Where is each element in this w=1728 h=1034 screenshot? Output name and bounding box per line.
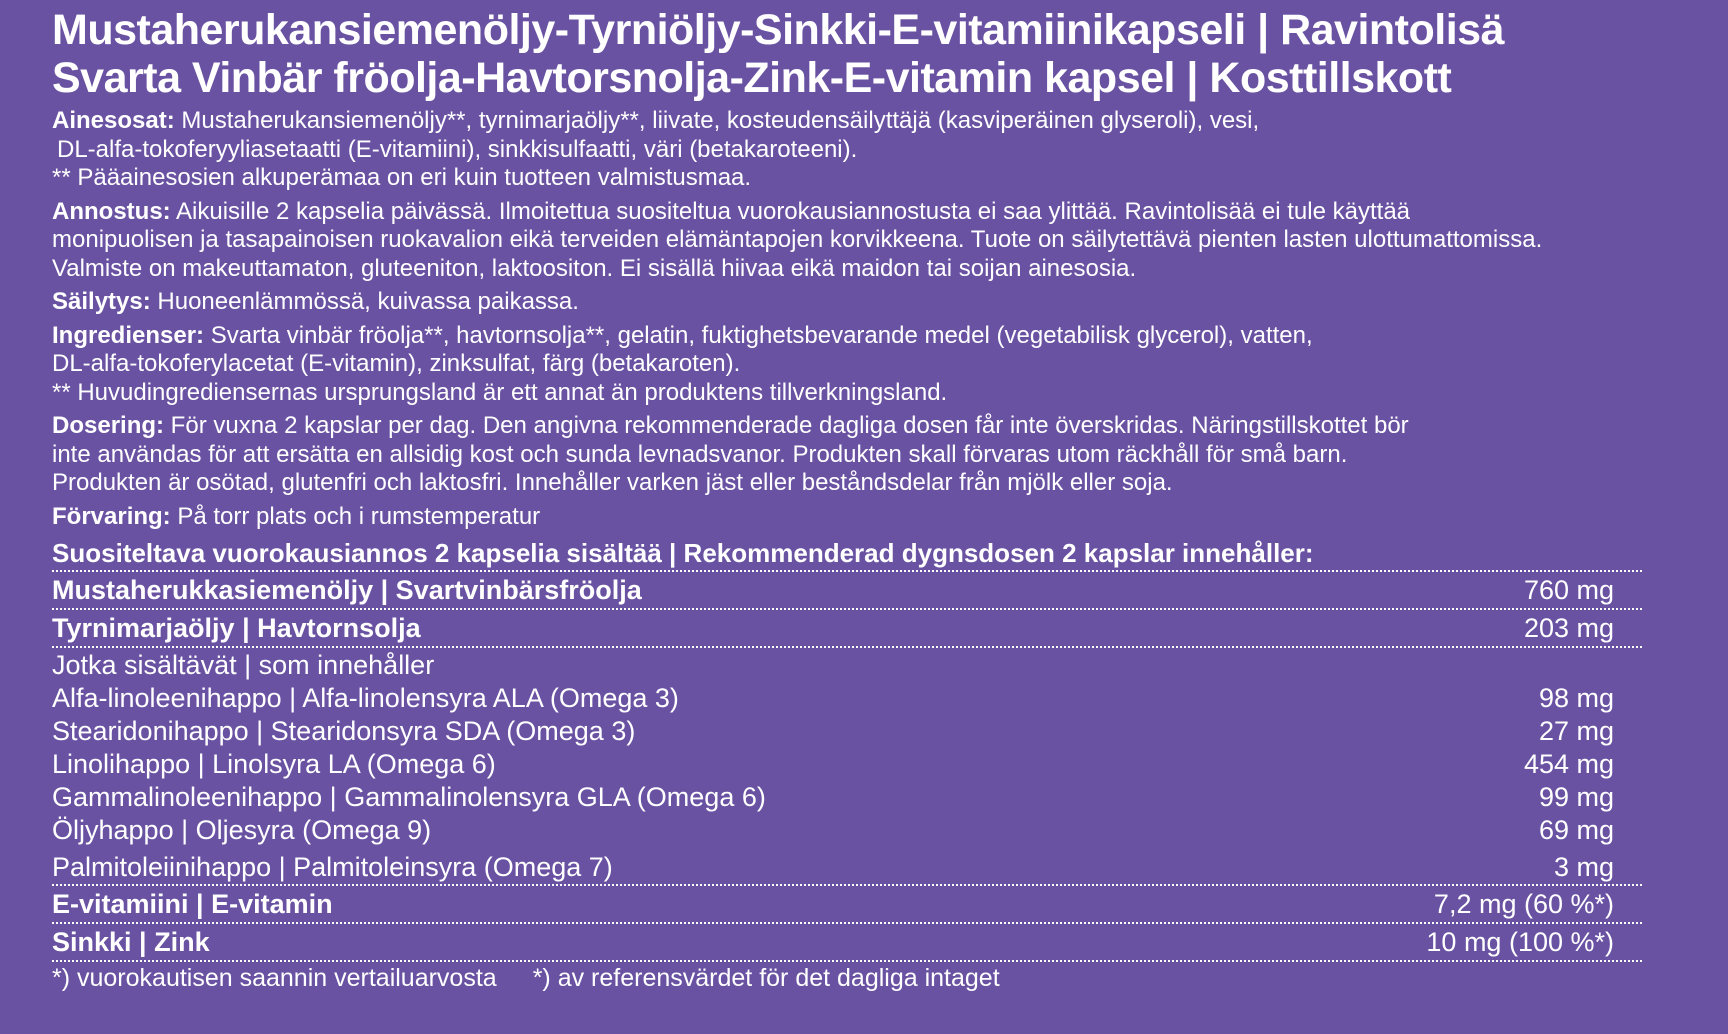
- storage-fi-text: Huoneenlämmössä, kuivassa paikassa.: [150, 288, 579, 315]
- ingredients-fi-label: Ainesosat:: [52, 107, 175, 134]
- dosage-fi-label: Annostus:: [52, 197, 171, 225]
- nutrient-amount: 203 mg: [1523, 613, 1614, 643]
- nutrient-amount: 69 mg: [1538, 815, 1614, 845]
- nutrient-name: E-vitamiini | E-vitamin: [52, 889, 333, 919]
- nutrient-name: Linolihappo | Linolsyra LA (Omega 6): [52, 749, 496, 779]
- table-row: [52, 884, 1642, 924]
- table-row: [52, 748, 1614, 781]
- nutrient-name: Stearidonihappo | Stearidonsyra SDA (Omega 3): [52, 716, 636, 746]
- ingredients-sv-text: Svarta vinbär fröolja**, havtornsolja**, gelatin, fuktighetsbevarande medel (vegetabilisk glycerol), vatten,: [204, 321, 1313, 349]
- footnote-sv: *) av referensvärdet för det dagliga intaget: [532, 964, 1000, 992]
- dosage-sv-text: Produkten är osötad, glutenfri och laktosfri. Innehåller varken jäst eller beståndsdelar från mjölk eller soja.: [52, 469, 1173, 496]
- table-row: [52, 814, 1614, 847]
- nutrient-group-label: Jotka sisältävät | som innehåller: [52, 650, 435, 680]
- nutrient-amount: 760 mg: [1523, 575, 1614, 605]
- ingredients-fi-text: Mustaherukansiemenöljy**, tyrnimarjaöljy**, liivate, kosteudensäilyttäjä (kasviperäinen glyseroli), vesi,: [174, 107, 1260, 134]
- supplement-label: [52, 6, 1672, 994]
- nutrient-amount: 98 mg: [1538, 683, 1614, 713]
- nutrient-name: Mustaherukkasiemenöljy | Svartvinbärsfröolja: [52, 575, 642, 605]
- nutrient-amount: 27 mg: [1538, 716, 1614, 746]
- nutrient-name: Palmitoleiinihappo | Palmitoleinsyra (Omega 7): [52, 852, 613, 882]
- footnote-fi: *) vuorokautisen saannin vertailuarvosta: [52, 964, 497, 992]
- nutrient-name: Sinkki | Zink: [52, 927, 210, 957]
- nutrition-table-header: Suositeltava vuorokausiannos 2 kapselia sisältää | Rekommenderad dygnsdosen 2 kapslar innehåller:: [52, 537, 1642, 572]
- nutrient-amount: 7,2 mg (60 %*): [1433, 889, 1614, 919]
- dosage-fi-text: Aikuisille 2 kapselia päivässä. Ilmoitettua suositeltua vuorokausiannostusta ei saa ylittää. Ravintolisää ei tule käyttää: [170, 197, 1411, 225]
- table-row: [52, 851, 1614, 884]
- product-title-fi: Mustaherukansiemenöljy-Tyrniöljy-Sinkki-E-vitamiinikapseli | Ravintolisä: [52, 6, 1504, 54]
- nutrient-amount: 454 mg: [1523, 749, 1614, 779]
- nutrient-amount: 3 mg: [1553, 852, 1614, 882]
- nutrient-name: Öljyhappo | Oljesyra (Omega 9): [52, 815, 432, 845]
- dosage-sv-text: För vuxna 2 kapslar per dag. Den angivna rekommenderade dagliga dosen får inte överskridas. Näringstillskottet bör: [164, 412, 1409, 439]
- nutrient-name: Tyrnimarjaöljy | Havtornsolja: [52, 613, 421, 643]
- table-row: [52, 781, 1614, 814]
- nutrition-table: [52, 572, 1672, 962]
- storage-sv-text: På torr plats och i rumstemperatur: [170, 502, 541, 530]
- ingredients-sv-section: [52, 322, 1672, 408]
- storage-sv-label: Förvaring:: [52, 502, 171, 530]
- nutrient-amount: 10 mg (100 %*): [1426, 927, 1614, 957]
- ingredients-sv-text: DL-alfa-tokoferylacetat (E-vitamin), zinksulfat, färg (betakaroten).: [52, 350, 741, 377]
- nutrient-name: Gammalinoleenihappo | Gammalinolensyra GLA (Omega 6): [52, 782, 766, 812]
- storage-fi-section: [52, 288, 1672, 317]
- table-row: [52, 682, 1614, 715]
- storage-sv-section: [52, 503, 1672, 532]
- dosage-sv-section: [52, 412, 1672, 498]
- storage-fi-label: Säilytys:: [52, 288, 151, 315]
- table-row: [52, 610, 1642, 648]
- ingredients-fi-origin-note: ** Pääainesosien alkuperämaa on eri kuin tuotteen valmistusmaa.: [52, 164, 752, 191]
- ingredients-fi-text: DL-alfa-tokoferyyliasetaatti (E-vitamiini), sinkkisulfaatti, väri (betakaroteeni).: [57, 135, 858, 163]
- dosage-fi-section: [52, 198, 1672, 284]
- table-row: [52, 715, 1614, 748]
- nutrient-amount: 99 mg: [1538, 782, 1614, 812]
- ingredients-sv-origin-note: ** Huvudingrediensernas ursprungsland är ett annat än produktens tillverkningsland.: [52, 378, 948, 406]
- table-row: [52, 648, 1614, 682]
- dosage-sv-label: Dosering:: [52, 412, 165, 439]
- dosage-sv-text: inte användas för att ersätta en allsidig kost och sunda levnadsvanor. Produkten skall förvaras utom räckhåll för små barn.: [52, 440, 1348, 468]
- table-row: [52, 924, 1642, 962]
- nutrient-name: Alfa-linoleenihappo | Alfa-linolensyra ALA (Omega 3): [52, 683, 679, 713]
- dosage-fi-text: Valmiste on makeuttamaton, gluteeniton, laktoositon. Ei sisällä hiivaa eikä maidon tai soijan ainesosia.: [52, 254, 1137, 282]
- reference-footnote: [52, 962, 1672, 994]
- ingredients-fi-section: [52, 107, 1672, 193]
- table-row: [52, 572, 1642, 610]
- ingredients-sv-label: Ingredienser:: [52, 321, 205, 349]
- product-title-sv: Svarta Vinbär fröolja-Havtorsnolja-Zink-E-vitamin kapsel | Kosttillskott: [52, 54, 1452, 102]
- dosage-fi-text: monipuolisen ja tasapainoisen ruokavalion eikä terveiden elämäntapojen korvikkeena. Tuote on säilytettävä pienten lasten ulottumattomissa.: [52, 226, 1543, 253]
